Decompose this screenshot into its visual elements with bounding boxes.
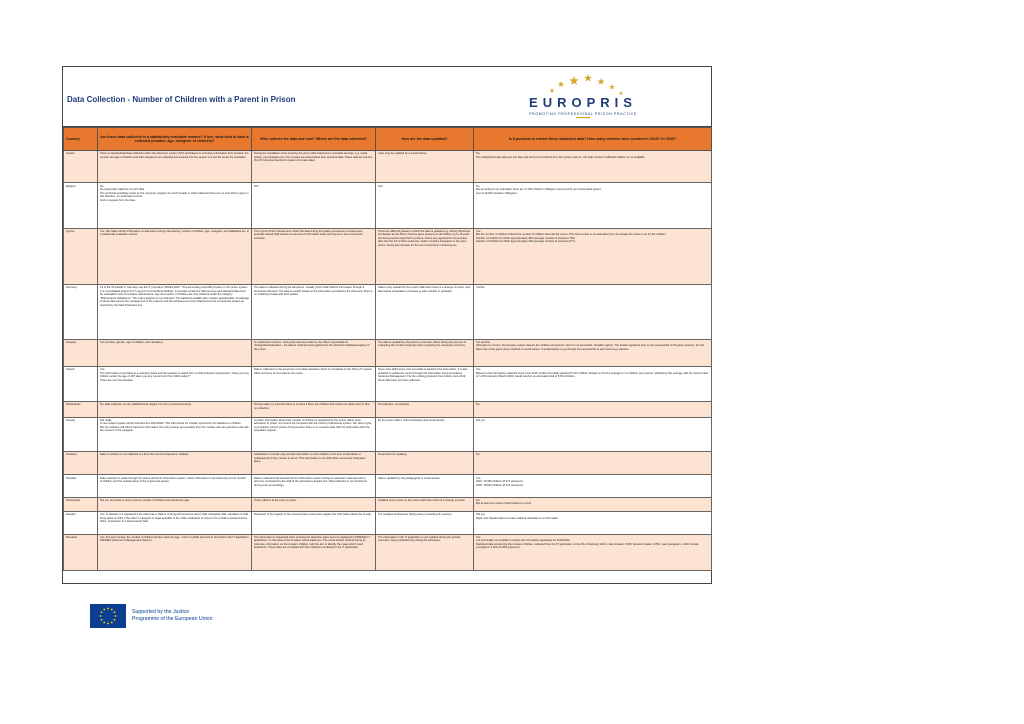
column-header-who-collects: Who collects the data and how? Where are the data collected? [252, 128, 376, 151]
cell-text-line: Yes. We collect all the information on admission during interviewing: number of children, age, caregiver, any disabilities etc. in a statistically evaluable manner. [100, 229, 249, 237]
table-row [64, 339, 712, 366]
answer-cell-q2 [252, 339, 376, 366]
table-row [64, 183, 712, 228]
cell-text-line: But at least one canton (Sand starter) to count. [476, 502, 532, 506]
cell-text-line: N/A [254, 184, 259, 188]
answer-cell-q3 [376, 366, 474, 401]
cell-text-line: The information in the IT application is not updated during the penalty execution, being collected only during the admission. [378, 535, 461, 543]
cell-text-line: Not really. [100, 418, 112, 422]
cell-text-line: No systematic collection of such data. [100, 188, 145, 192]
country-cell: Hungary [64, 339, 98, 366]
eu-funding-footer [90, 604, 290, 630]
table-row [64, 366, 712, 401]
cell-text-line: The data is updated by the prison's protection officer during the process of evaluating the inmate's hearings when preparing the necessary summary. [378, 340, 467, 348]
cell-text-line: Not yet. [476, 418, 486, 422]
cell-text-line: But the number of children reflects the number of children that visit the prison. The total number is an estimation from the people the prison is up for the children. [476, 233, 667, 237]
cell-text-line: Yes. In Sweden it is registered if the client has a child or is living with someone else's child, biological child, caretaker of child, living place of child, if the client is caregiver or legal guardian of the child, notification of concern for a child to social services office, contraction to a fixed-answer field. [100, 513, 249, 524]
answer-cell-q2 [252, 497, 376, 511]
answer-cell-q1 [98, 534, 252, 570]
cell-text-line: There are different phases in which the data is updated e.g. during Christmas and Easter as the Prison Service gives presents to all children up to 18 years old during events organized in prisons, before any approval for home leave after the first 1/3 of their sentences, before inmate's integration in the open prison, during the interview for the use of electronic monitoring etc. [378, 229, 470, 247]
table-body [64, 151, 712, 571]
cell-text-line: Data is updated by the pedagogical or social worker. [378, 476, 441, 480]
country-cell: Romania [64, 534, 98, 570]
table-row [64, 402, 712, 417]
cell-text-line: Although it is correct, the Hungary system detects the children of prisoners, but it is not accessible. Suitable registry. The details registered only on the personal file of the given prisoner. For the direct use of the given prison institute or social worker. It would require to go through the personal file of each and every prisoner. [476, 344, 705, 351]
logo-stars-icon [550, 74, 624, 95]
table-row [64, 497, 712, 511]
cell-text-line: Yes. For each inmate, the number of children (broken down by age - minor or adult) and next to recorded in the IT application PMSWeb (Prisoner's Management System). [100, 535, 249, 543]
cell-text-line: Statistical data concerning the inmates' children, collected from the IT application on the 6th of February 2021: male inmates: 9.615; female inmates: 9.796; male youngsters: 1.962; female youngsters: 2.222 (11.863 prisoners) [476, 542, 699, 550]
answer-cell-q3 [376, 285, 474, 339]
table-row [64, 475, 712, 497]
logo-tagline: PROMOTING PROFESSIONAL PRISON PRACTICE [529, 112, 637, 116]
answer-cell-q2 [252, 534, 376, 570]
eu-flag-icon [90, 604, 126, 628]
footer-line-1: Supported by the Justice [132, 609, 190, 615]
answer-cell-q3 [376, 497, 474, 511]
cell-text-line: No. [476, 453, 481, 457]
answer-cell-q4 [474, 497, 712, 511]
cell-text-line: Prison officers at the entry in prison. [254, 498, 297, 502]
answer-cell-q4 [474, 417, 712, 451]
column-header-how-updated: How are the data updated? [376, 128, 474, 151]
cell-text-line: The individual inmate data are text files and cannot be extracted from the system (yet) so, the total number of affected children is not available. [476, 155, 646, 159]
cell-text-line: During the installation of the entering the prison (first interview by specialist services, e.g. social worker, psychologists etc.) the inmates are asked about their personal data. These data are fed into the IVV (Austrian electronic system of inmate data). [254, 152, 373, 163]
answer-cell-q4 [474, 452, 712, 475]
cell-text-line: Not yet, but exists in some prisons: number of children and sometimes age. [100, 498, 190, 502]
cell-text-line: It is updated continuously during every remanding of a person. [378, 513, 453, 517]
cell-text-line: A new subject system will be introduced in 2021/2022. This will provide for a better opportunity for statistics on children. [100, 422, 242, 426]
answer-cell-q4 [474, 512, 712, 534]
table-row [64, 452, 712, 475]
cell-text-line: Yes. [100, 368, 106, 372]
answer-cell-q3 [376, 452, 474, 475]
answer-cell-q2 [252, 452, 376, 475]
country-cell: Norway [64, 417, 98, 451]
cell-text-line: 2019: 19.080 children (8.271 prisoners) [476, 480, 523, 484]
cell-text-line: But the statistics will still be based on information from the prisoner and possibly from the number who are granted a visit with the consent of the caregiver. [100, 425, 249, 433]
answer-cell-q2 [252, 151, 376, 183]
answer-cell-q4 [474, 366, 712, 401]
answer-cell-q1 [98, 366, 252, 401]
answer-cell-q3 [376, 151, 474, 183]
cell-text-line: No process for updating. [378, 453, 408, 457]
answer-cell-q4 [474, 151, 712, 183]
table-row [64, 534, 712, 570]
cell-text-line: No, data collection is only established as regard, but not in a structured level. [100, 403, 192, 407]
answer-cell-q2 [252, 512, 376, 534]
cell-text-line: N/A [378, 184, 383, 188]
cell-text-line: The data is collected during the admission. Usually prison staff collects information through a structured interview. The data is usually based on the information provided by the prisoners; there is no matching of data with third parties. [254, 286, 373, 297]
cell-text-line: Number of children for 2020: approximately 430 (average number of prisoners 677). [476, 240, 576, 244]
answer-cell-q1 [98, 497, 252, 511]
cell-text-line: Data is collected on the governors committal interviews which is completed on the Prison IT system within 24 hours of committal to the prison. [254, 368, 372, 375]
cell-text-line: The information is requested when entering the detention place and it is registered in PMSWeb IT application, on the basis of the inmates' verbal statement. The social worker collects during an interview, information on the inmate's children, with the aim to identify the cases which need assistance. These data are correlated with the initiatives mentioned in the IT application. [254, 535, 370, 550]
answer-cell-q3 [376, 402, 474, 417]
column-header-country: Country [64, 128, 98, 151]
data-collection-table [63, 127, 712, 571]
table-header-row [64, 128, 712, 151]
cell-text-line: No. [476, 403, 481, 407]
answer-cell-q1 [98, 402, 252, 417]
cell-text-line: Yes. [476, 535, 482, 539]
cell-text-line: Right now Sweden does not have national calculations on this matter. [476, 516, 559, 520]
cell-text-line: The Cyprus Prison Department collect the data during the intake procedures of newcomers, specially trained staff collects an amount of information while carrying out a semi structured interview. [254, 229, 363, 240]
cell-text-line: No. [476, 184, 481, 188]
answer-cell-q1 [98, 228, 252, 284]
table-row [64, 512, 712, 534]
country-cell: Germany [64, 285, 98, 339]
table-row [64, 417, 712, 451]
column-header-extract-statistics: Is it possible to extract these statistical data? How many children were counted in 2019? Or 2020? [474, 128, 712, 151]
answer-cell-q4 [474, 402, 712, 417]
answer-cell-q2 [252, 402, 376, 417]
answer-cell-q3 [376, 228, 474, 284]
cell-text-line: There is standardized data collection within the electronic system (IVV) and based on voluntary information from inmates: the number and age of children and their caregivers are collected and entered into the system in a text file under the custodian. [100, 152, 249, 159]
answer-cell-q4 [474, 183, 712, 228]
cell-text-line: Reception of the register of the remand prison and prison register the information about the inmate. [254, 513, 372, 517]
cell-text-line: During intake my interview there is a check if there are children that need to be taken care of. But no collection. [254, 403, 370, 410]
table-row [64, 151, 712, 183]
answer-cell-q3 [376, 512, 474, 534]
document-title: Data Collection - Number of Children with a Parent in Prison [67, 95, 296, 104]
cell-text-line: Later may be updated by a social worker. [378, 152, 427, 156]
cell-text-line: (out of 10.000 inmates in Belgium). [476, 191, 518, 195]
answer-cell-q2 [252, 475, 376, 497]
footer-text [132, 609, 212, 623]
country-cell: Ireland [64, 366, 98, 401]
cell-text-line: The information is provided on a voluntary basis and the question is asked from a child protection perspective: "Have you any children under the age of 18? Have you any concerns for the child's safety?" [100, 371, 249, 379]
cell-text-line: Data is only updated by the prison staff when there is a change of prison, and also before preparation of release or after transfer in probation. [378, 286, 470, 293]
country-cell: Austria [64, 151, 98, 183]
answer-cell-q3 [376, 475, 474, 497]
cell-text-line: 13 of the 16 Länder in Germany use the IT procedure "BASIS-Web". This accounting and billing system in the prison system is a consolidated project for IT support of correctional facilities. It provides a basis for data surveys and statistical data both for evaluations and committees maintenance. Age and number of children are only collected under the category "Maintenance obligations". The main caregiver is not collected. The statistical usability also remains questionable. Knowledge of these data serves the management of the prisoner and the achievement of the objectives of the correctional system as required by the Data Protection Act. [100, 286, 249, 307]
answer-cell-q1 [98, 339, 252, 366]
answer-cell-q4 [474, 228, 712, 284]
answer-cell-q4 [474, 475, 712, 497]
country-cell: Sweden [64, 512, 98, 534]
cell-text-line: But according to an estimation there are 17.000 children in Belgium concerned by an incarcerated parent. [476, 188, 602, 192]
answer-cell-q1 [98, 452, 252, 475]
table-row [64, 285, 712, 339]
cell-text-line: And no request from the data. [100, 198, 136, 202]
answer-cell-q1 [98, 151, 252, 183]
cell-text-line: There are very few refusals. [100, 378, 134, 382]
answer-cell-q2 [252, 417, 376, 451]
answer-cell-q2 [252, 183, 376, 228]
cell-text-line: No. [476, 498, 481, 502]
cell-text-line: Data is collected and entered into the information system during an admission interview with a prisoner, conducted by the staff of the admissions department. Data collection is not carried out during court proceedings. [254, 476, 368, 487]
answer-cell-q4 [474, 339, 712, 366]
cell-text-line: Inmates' information about their number of children is registered by the prison officer upon admission to prison, but cannot be compared with the current professional system. Nor does it give a completely correct picture of bonus when there is no contact made with the information with the population register. [254, 418, 372, 433]
answer-cell-q1 [98, 475, 252, 497]
document-header [63, 67, 711, 127]
cell-text-line: Not yet. [476, 513, 486, 517]
cell-text-line: Based on the information collected since June 2019, 2.209 committals declared 5.107 children. Based on this the average is 1.4 children per prisoner. Multiplying this average with the total number of 4.153 prisoners (March 2021) would result in an estimated total of 5.814 children. [476, 371, 709, 379]
country-cell: Netherlands [64, 402, 98, 417]
answer-cell-q1 [98, 285, 252, 339]
cell-text-line: No collection, no updating. [378, 403, 410, 407]
country-cell: Slovakia [64, 475, 98, 497]
table-row [64, 228, 712, 284]
cell-text-line: Yes. [476, 368, 482, 372]
country-cell: Switzerland [64, 497, 98, 511]
answer-cell-q3 [376, 417, 474, 451]
logo-underline [576, 117, 590, 118]
cell-text-line: Yes. [476, 476, 482, 480]
answer-cell-q1 [98, 417, 252, 451]
cell-text-line: On admission to prison, during the interview made by the officer responsible for reintegration/education - the data is collected and registered in the electronic database/registry of the prison. [254, 340, 370, 351]
answer-cell-q2 [252, 228, 376, 284]
answer-cell-q3 [376, 183, 474, 228]
cell-text-line: No. [100, 184, 105, 188]
country-cell: Cyprus [64, 228, 98, 284]
logo-wordmark: EUROPRIS [529, 95, 637, 110]
cell-text-line: The technical possibility exists (in the computer program for each inmate) to collect data but there are no instructions given in this direction, no verification/control. [100, 191, 249, 199]
cell-text-line: Yes/No [476, 286, 485, 290]
answer-cell-q3 [376, 339, 474, 366]
document-page [62, 66, 712, 584]
answer-cell-q2 [252, 285, 376, 339]
answer-cell-q4 [474, 534, 712, 570]
answer-cell-q1 [98, 183, 252, 228]
answer-cell-q4 [474, 285, 712, 339]
cell-text-line: 2020: 18.824 children (8.274 prisoners) [476, 483, 523, 487]
cell-text-line: Individuals in custody may provide information on their children to the time of admission or subsequently if they choose to do so. This information is not held within community integration plans. [254, 453, 366, 464]
country-cell: Belgium [64, 183, 98, 228]
answer-cell-q2 [252, 366, 376, 401]
cell-text-line: No. [476, 152, 481, 156]
answer-cell-q3 [376, 534, 474, 570]
cell-text-line: Number of children for 2019: approximately 430 (average number of prisoners 752) [476, 236, 575, 240]
cell-text-line: Yes (number, gender, age of children, and caretaker). [100, 340, 164, 344]
cell-text-line: Yes. [476, 229, 482, 233]
cell-text-line: Yes and No. [476, 340, 491, 344]
cell-text-line: It is technically not possible to extract the information separately for 2019/2020. [476, 539, 571, 543]
cell-text-line: By the prison officer, child coordinator and social worker. [378, 418, 446, 422]
europris-logo [488, 71, 678, 123]
cell-text-line: Since June 2019 every new committal is asked for the information. It is also possible to update the record through the information being provided to Sentence Management. For the existing prisoners from before June 2019 these data have not been collected. [378, 368, 468, 382]
country-cell: Scotland [64, 452, 98, 475]
column-header-data-collected: Are these data collected in a statistically evaluable manner? If yes: what kind of data is collected (number, age, caregiver of children)? [98, 128, 252, 151]
answer-cell-q1 [98, 512, 252, 534]
cell-text-line: Updated once a year, by the prison staff when there is a change of prison. [378, 498, 466, 502]
cell-text-line: Data collection is made through the prison electronic information system, where information is provided only on the number of children and the marital status of the imprisoned person. [100, 476, 247, 484]
cell-text-line: Data on children is not collected in a form that can be analysed or collated. [100, 453, 189, 457]
footer-line-2: Programme of the European Union [132, 616, 213, 623]
